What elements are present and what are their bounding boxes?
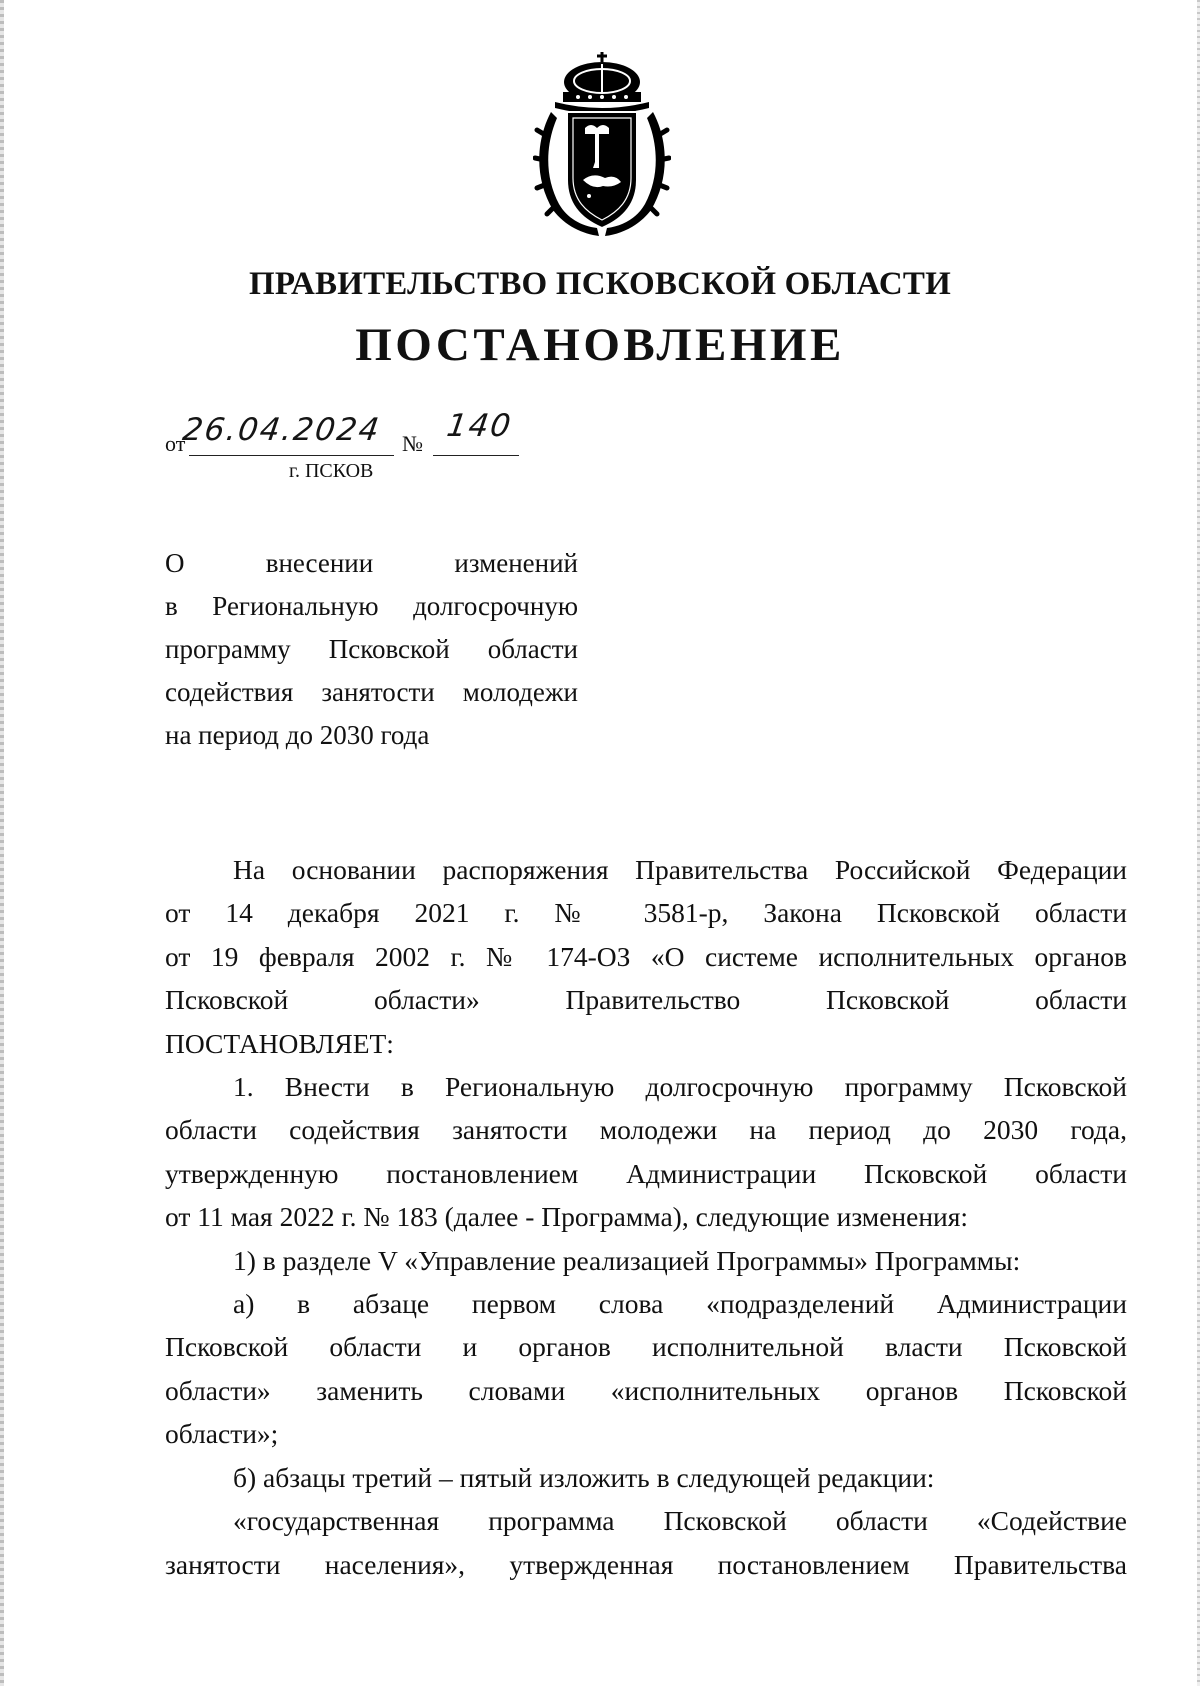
body-line: области» заменить словами «исполнительных органов Псковской — [165, 1374, 1127, 1406]
handwritten-date: 26.04.2024 — [180, 412, 384, 448]
document-body — [165, 848, 1127, 1586]
subject-line: на период до 2030 года — [165, 720, 430, 750]
body-line: от 11 мая 2022 г. № 183 (далее - Программа), следующие изменения: — [165, 1201, 969, 1233]
body-line: ПОСТАНОВЛЯЕТ: — [165, 1027, 394, 1059]
subject-line: содействия занятости молодежи — [165, 677, 578, 707]
document-subject — [165, 542, 578, 757]
coat-of-arms-emblem — [533, 50, 671, 238]
body-line: области содействия занятости молодежи на период до 2030 года, — [165, 1114, 1127, 1146]
number-label: № — [402, 431, 423, 456]
date-number-line — [165, 408, 565, 488]
body-line: 1) в разделе V «Управление реализацией Программы» Программы: — [233, 1244, 1021, 1276]
subject-line: в Региональную долгосрочную — [165, 591, 578, 621]
handwritten-number: 140 — [444, 408, 515, 444]
organization-title: ПРАВИТЕЛЬСТВО ПСКОВСКОЙ ОБЛАСТИ — [248, 266, 952, 302]
city-label: г. ПСКОВ — [289, 460, 374, 482]
body-line: «государственная программа Псковской области «Содействие — [233, 1505, 1127, 1537]
number-underline — [433, 455, 519, 456]
body-line: от 14 декабря 2021 г. № 3581-р, Закона Псковской области — [165, 897, 1127, 929]
subject-line: О внесении изменений — [165, 548, 578, 578]
body-line: б) абзацы третий – пятый изложить в следующей редакции: — [233, 1461, 935, 1493]
from-label: от — [165, 431, 186, 456]
body-line: от 19 февраля 2002 г. № 174-ОЗ «О системе исполнительных органов — [165, 940, 1127, 972]
subject-line: программу Псковской области — [165, 634, 578, 664]
body-line: На основании распоряжения Правительства Российской Федерации — [233, 854, 1127, 885]
body-line: области»; — [165, 1418, 279, 1450]
body-line: занятости населения», утвержденная постановлением Правительства — [165, 1548, 1127, 1580]
body-line: 1. Внести в Региональную долгосрочную программу Псковской — [233, 1071, 1127, 1103]
date-underline — [189, 455, 394, 456]
body-line: а) в абзаце первом слова «подразделений Администрации — [233, 1288, 1127, 1320]
scan-edge-left — [0, 0, 4, 1686]
body-line: Псковской области и органов исполнительной власти Псковской — [165, 1331, 1127, 1363]
document-type-title: ПОСТАНОВЛЕНИЕ — [355, 319, 845, 371]
body-line: Псковской области» Правительство Псковской области — [165, 984, 1127, 1016]
body-line: утвержденную постановлением Администрации Псковской области — [165, 1157, 1127, 1189]
